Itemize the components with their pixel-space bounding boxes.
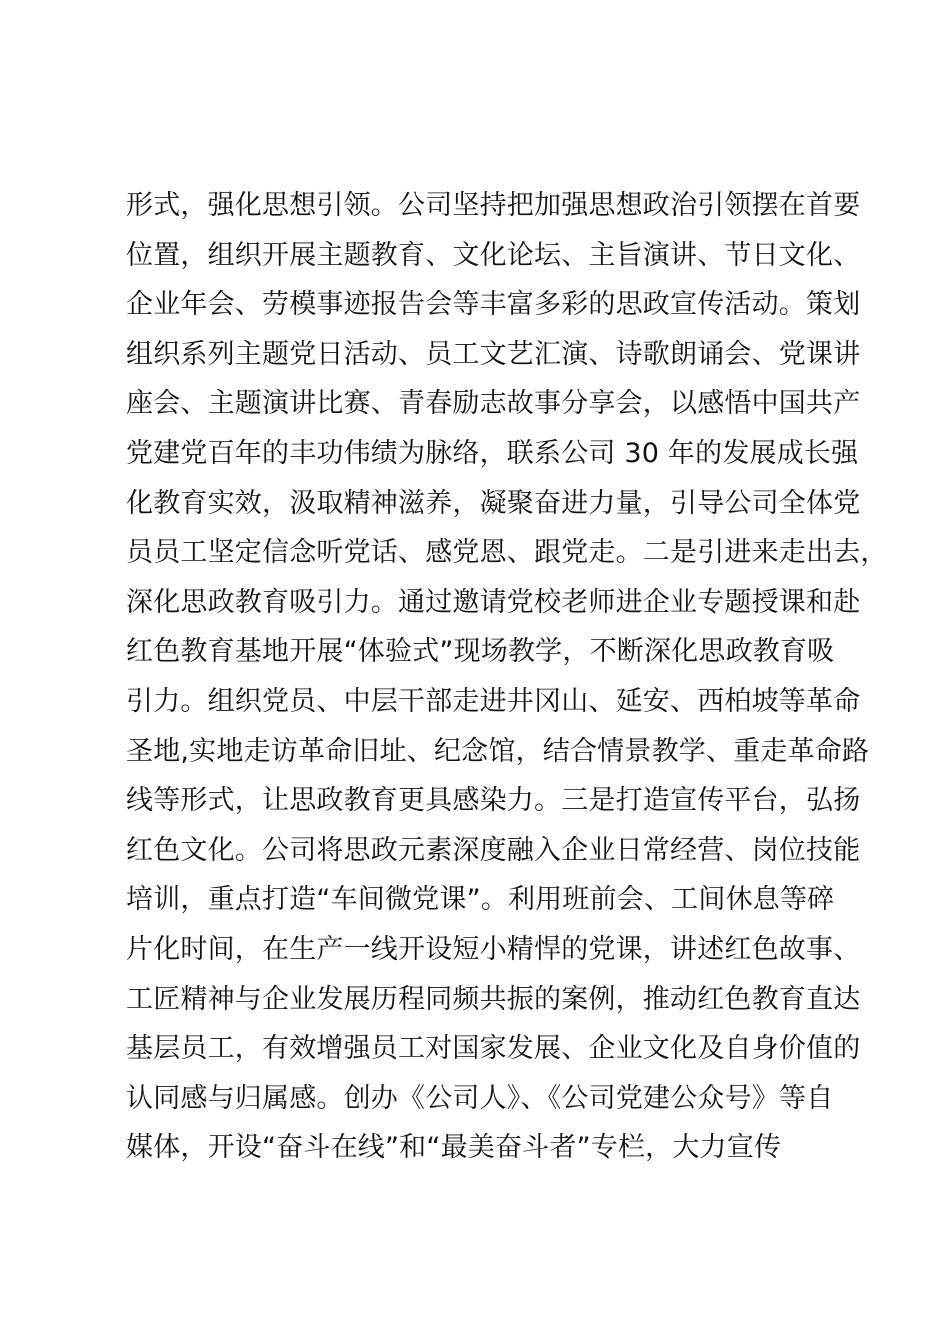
text-line: 位置，组织开展主题教育、文化论坛、主旨演讲、节日文化、 bbox=[126, 239, 861, 271]
text-line: 线等形式，让思政教育更具感染力。三是打造宣传平台，弘扬 bbox=[126, 785, 861, 817]
text-line: 认同感与归属感。创办《公司人》、《公司党建公众号》等自 bbox=[126, 1082, 834, 1114]
body-paragraph bbox=[126, 181, 888, 1173]
text-line: 组织系列主题党日活动、员工文艺汇演、诗歌朗诵会、党课讲 bbox=[126, 338, 861, 370]
text-line: 工匠精神与企业发展历程同频共振的案例，推动红色教育直达 bbox=[126, 983, 861, 1015]
text-line: 引力。组织党员、中层干部走进井冈山、延安、西柏坡等革命 bbox=[126, 685, 861, 717]
text-line: 基层员工，有效增强员工对国家发展、企业文化及自身价值的 bbox=[126, 1033, 861, 1065]
text-line: 圣地,实地走访革命旧址、纪念馆，结合情景教学、重走革命路 bbox=[126, 735, 870, 767]
text-line: 红色文化。公司将思政元素深度融入企业日常经营、岗位技能 bbox=[126, 834, 861, 866]
text-line: 企业年会、劳模事迹报告会等丰富多彩的思政宣传活动。策划 bbox=[126, 289, 861, 321]
text-line: 员员工坚定信念听党话、感党恩、跟党走。二是引进来走出去， bbox=[126, 537, 888, 569]
text-line: 媒体，开设“奋斗在线”和“最美奋斗者”专栏，大力宣传 bbox=[126, 1132, 782, 1164]
text-line: 红色教育基地开展“体验式”现场教学，不断深化思政教育吸 bbox=[126, 636, 835, 668]
text-line: 座会、主题演讲比赛、青春励志故事分享会，以感悟中国共产 bbox=[126, 388, 861, 420]
text-line: 深化思政教育吸引力。通过邀请党校老师进企业专题授课和赴 bbox=[126, 586, 861, 618]
text-line: 片化时间，在生产一线开设短小精悍的党课，讲述红色故事、 bbox=[126, 933, 861, 965]
text-line: 化教育实效，汲取精神滋养，凝聚奋进力量，引导公司全体党 bbox=[126, 487, 861, 519]
text-line: 形式，强化思想引领。公司坚持把加强思想政治引领摆在首要 bbox=[126, 190, 861, 221]
text-line: 党建党百年的丰功伟绩为脉络，联系公司 30 年的发展成长强 bbox=[126, 437, 859, 469]
text-line: 培训，重点打造“车间微党课”。利用班前会、工间休息等碎 bbox=[126, 884, 835, 916]
